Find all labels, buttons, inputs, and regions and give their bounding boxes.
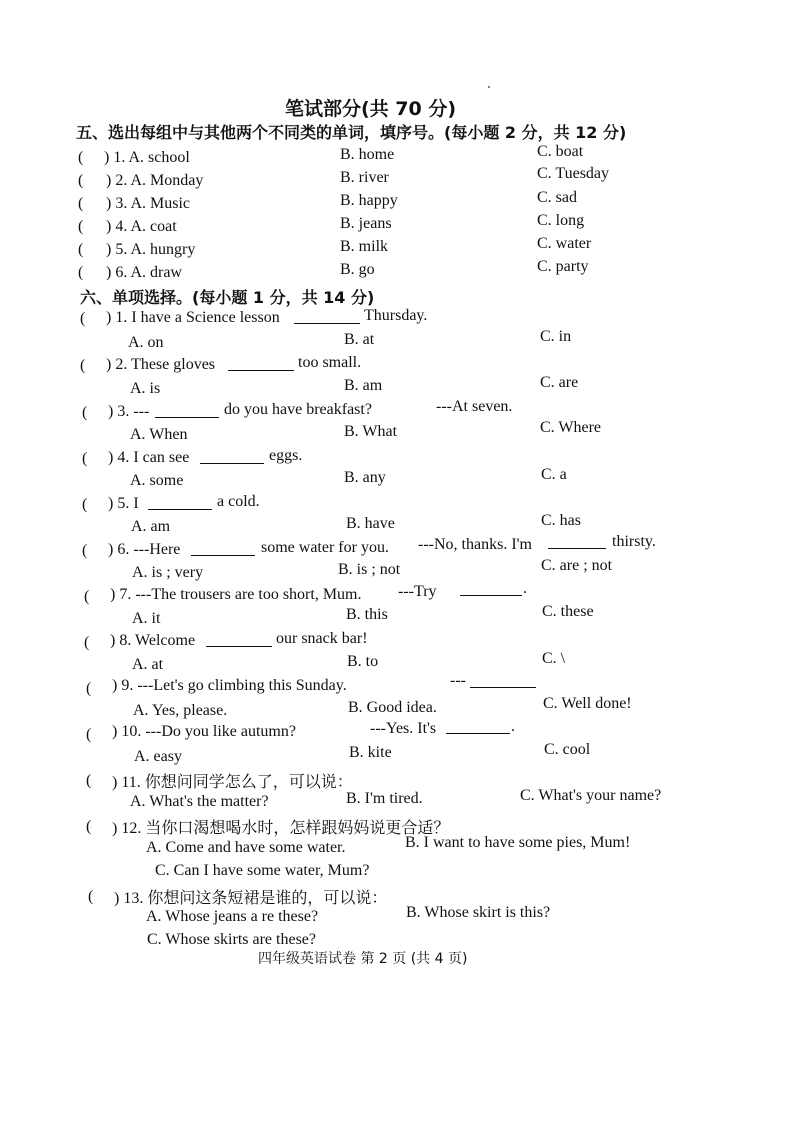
option-c: C. Where [540, 419, 602, 436]
option-a: A. Yes, please. [133, 702, 228, 719]
answer-paren[interactable]: ( [78, 264, 84, 281]
answer-reply: ---At seven. [436, 398, 513, 415]
option-c: C. Can I have some water, Mum? [155, 862, 370, 879]
option-a: A. at [132, 656, 164, 673]
question-text: ) 6. ---Here [108, 541, 181, 558]
section5-heading: 五、选出每组中与其他两个不同类的单词，填序号。(每小题 2 分，共 12 分) [76, 123, 627, 142]
question-text: ) 12. 当你口渴想喝水时，怎样跟妈妈说更合适？ [112, 820, 450, 837]
option-c: C. a [541, 466, 567, 483]
question-text: ) 13. 你想问这条短裙是谁的，可以说： [114, 890, 388, 907]
option-a: A. Come and have some water. [146, 839, 346, 856]
answer-paren[interactable]: ( [78, 172, 84, 189]
option-b: B. is ; not [338, 561, 401, 578]
answer-paren[interactable]: ( [86, 772, 92, 789]
question-text: ) 3. A. Music [106, 195, 190, 212]
option-a: A. easy [134, 748, 182, 765]
answer-blank[interactable] [446, 721, 510, 734]
question-text: ) 5. I [108, 495, 139, 512]
section6-heading: 六、单项选择。(每小题 1 分，共 14 分) [80, 288, 375, 307]
option-c: C. are [540, 374, 579, 391]
option-c: C. Tuesday [537, 165, 610, 182]
answer-paren[interactable]: ( [78, 241, 84, 258]
option-c: C. water [537, 235, 592, 252]
answer-paren[interactable]: ( [86, 726, 92, 743]
option-a: A. on [128, 334, 164, 351]
option-a: A. am [131, 518, 171, 535]
answer-reply-end: . [523, 580, 527, 597]
option-a: A. is ; very [132, 564, 204, 581]
option-b: B. any [344, 469, 386, 486]
answer-paren[interactable]: ( [86, 680, 92, 697]
option-c: C. What's your name? [520, 787, 662, 804]
question-text: ) 2. These gloves [106, 356, 216, 373]
question-text: ) 5. A. hungry [106, 241, 196, 258]
answer-paren[interactable]: ( [82, 404, 88, 421]
answer-reply: ---Yes. It's [370, 720, 437, 737]
question-text: ) 2. A. Monday [106, 172, 204, 189]
option-b: B. I want to have some pies, Mum! [405, 834, 631, 851]
answer-paren[interactable]: ( [80, 310, 86, 327]
question-text-end: eggs. [269, 447, 303, 464]
answer-blank[interactable] [148, 497, 212, 510]
answer-paren[interactable]: ( [80, 357, 86, 374]
answer-paren[interactable]: ( [78, 195, 84, 212]
option-a: A. When [130, 426, 188, 443]
option-b: B. am [344, 377, 383, 394]
answer-reply-end: thirsty. [612, 533, 656, 550]
option-a: A. Whose jeans a re these? [146, 908, 319, 925]
option-c: C. these [542, 603, 594, 620]
answer-paren[interactable]: ( [86, 818, 92, 835]
page-footer: 四年级英语试卷 第 2 页 (共 4 页) [258, 951, 468, 967]
option-b: B. Good idea. [348, 699, 437, 716]
question-text-end: Thursday. [364, 307, 428, 324]
option-b: B. milk [340, 238, 389, 255]
option-a: A. is [130, 380, 161, 397]
option-c: C. are ; not [541, 557, 613, 574]
answer-paren[interactable]: ( [84, 588, 90, 605]
option-b: B. I'm tired. [346, 790, 423, 807]
answer-reply: --- [450, 672, 466, 689]
answer-blank[interactable] [155, 405, 219, 418]
option-c: C. boat [537, 143, 584, 160]
answer-paren[interactable]: ( [82, 450, 88, 467]
option-b: B. happy [340, 192, 398, 209]
option-b: B. river [340, 169, 389, 186]
option-c: C. Well done! [543, 695, 632, 712]
answer-blank[interactable] [470, 675, 536, 688]
option-b: B. at [344, 331, 375, 348]
option-c: C. sad [537, 189, 577, 206]
answer-blank[interactable] [228, 358, 294, 371]
question-text-end: a cold. [217, 493, 260, 510]
answer-paren[interactable]: ( [78, 149, 84, 166]
question-text: ) 7. ---The trousers are too short, Mum. [110, 586, 362, 603]
option-b: B. this [346, 606, 388, 623]
question-text: ) 4. A. coat [106, 218, 177, 235]
option-c: C. cool [544, 741, 591, 758]
question-text: ) 1. I have a Science lesson [106, 309, 280, 326]
page-title: 笔试部分(共 70 分) [285, 98, 457, 120]
question-text: ) 11. 你想问同学怎么了，可以说： [112, 774, 353, 791]
option-b: B. What [344, 423, 398, 440]
option-b: B. to [347, 653, 379, 670]
question-text: ) 3. --- [108, 403, 150, 420]
answer-paren[interactable]: ( [78, 218, 84, 235]
option-a: A. What's the matter? [130, 793, 269, 810]
option-b: B. go [340, 261, 375, 278]
option-a: A. some [130, 472, 184, 489]
option-c: C. in [540, 328, 572, 345]
question-text: ) 4. I can see [108, 449, 190, 466]
option-b: B. Whose skirt is this? [406, 904, 551, 921]
option-c: C. long [537, 212, 585, 229]
answer-paren[interactable]: ( [84, 634, 90, 651]
option-b: B. jeans [340, 215, 392, 232]
answer-paren[interactable]: ( [82, 496, 88, 513]
option-c: C. \ [542, 650, 566, 667]
answer-paren[interactable]: ( [82, 542, 88, 559]
question-text-end: some water for you. [261, 539, 389, 556]
answer-blank[interactable] [200, 451, 264, 464]
answer-blank[interactable] [460, 583, 522, 596]
option-b: B. home [340, 146, 395, 163]
answer-paren[interactable]: ( [88, 888, 94, 905]
option-c: C. party [537, 258, 589, 275]
option-b: B. have [346, 515, 395, 532]
option-c: C. Whose skirts are these? [147, 931, 316, 948]
option-a: A. it [132, 610, 161, 627]
option-b: B. kite [349, 744, 392, 761]
question-text-end: do you have breakfast? [224, 401, 372, 418]
question-text-end: too small. [298, 354, 362, 371]
answer-blank[interactable] [548, 536, 606, 549]
answer-blank[interactable] [206, 634, 272, 647]
answer-blank[interactable] [294, 311, 360, 324]
question-text: ) 1. A. school [104, 149, 190, 166]
answer-reply: ---No, thanks. I'm [418, 536, 532, 553]
question-text: ) 8. Welcome [110, 632, 196, 649]
scan-speck [488, 86, 490, 88]
question-text: ) 10. ---Do you like autumn? [112, 723, 296, 740]
question-text-end: our snack bar! [276, 630, 368, 647]
question-text: ) 6. A. draw [106, 264, 182, 281]
answer-reply: ---Try [398, 583, 437, 600]
option-c: C. has [541, 512, 581, 529]
answer-blank[interactable] [191, 543, 255, 556]
answer-reply-end: . [511, 718, 515, 735]
question-text: ) 9. ---Let's go climbing this Sunday. [112, 677, 347, 694]
